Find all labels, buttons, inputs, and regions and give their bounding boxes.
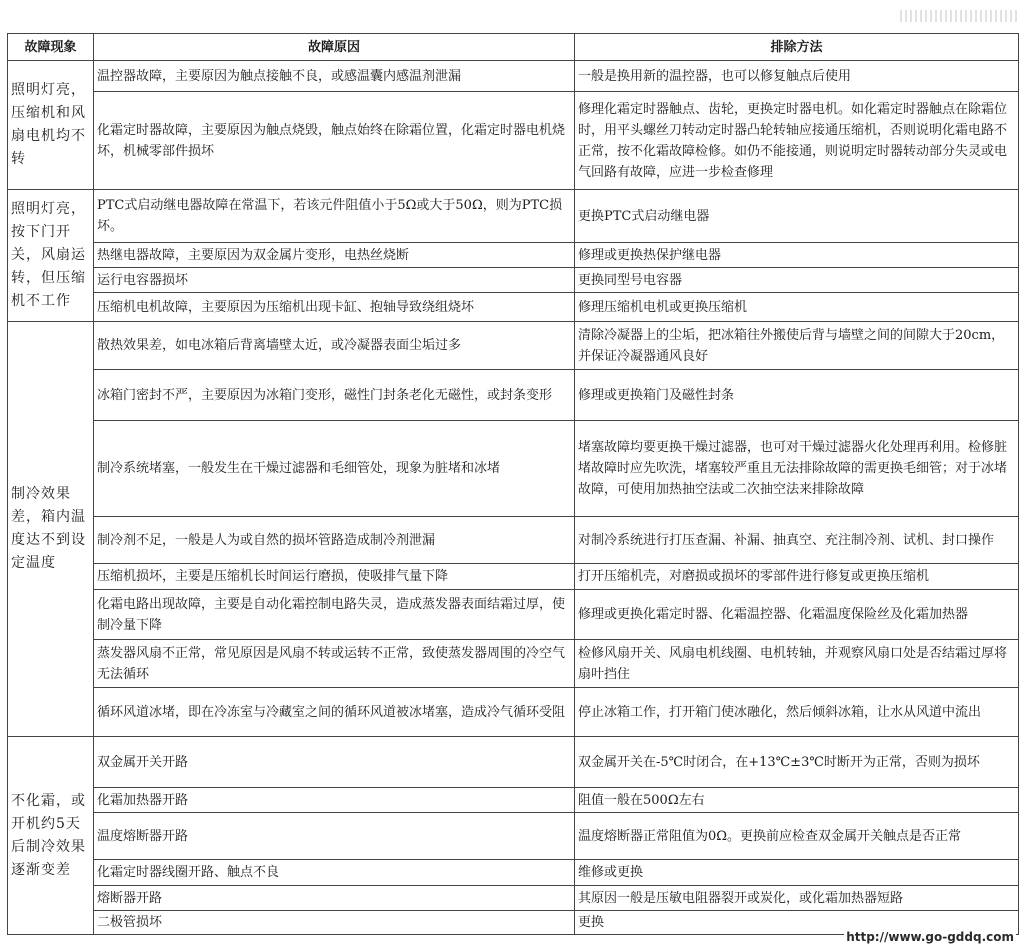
symptom-cell: 制冷效果差，箱内温度达不到设定温度 [8, 322, 94, 737]
table-row [8, 421, 1019, 517]
table-row [8, 322, 1019, 370]
watermark-url: http://www.go-gddq.com [846, 930, 1014, 944]
symptom-cell: 不化霜，或开机约5天后制冷效果逐渐变差 [8, 737, 94, 935]
remedy-cell: 修理或更换箱门及磁性封条 [575, 370, 1019, 421]
cause-cell: 化霜定时器线圈开路、触点不良 [94, 860, 575, 886]
cause-cell: 温度熔断器开路 [94, 813, 575, 860]
cause-cell: 冰箱门密封不严，主要原因为冰箱门变形，磁性门封条老化无磁性，或封条变形 [94, 370, 575, 421]
table-row [8, 92, 1019, 190]
cause-cell: 压缩机损坏，主要是压缩机长时间运行磨损，使吸排气量下降 [94, 564, 575, 590]
table-row [8, 370, 1019, 421]
remedy-cell: 双金属开关在-5℃时闭合，在+13℃±3℃时断开为正常，否则为损坏 [575, 737, 1019, 788]
cause-cell: PTC式启动继电器故障在常温下，若该元件阻值小于5Ω或大于50Ω，则为PTC损坏。 [94, 190, 575, 243]
cause-cell: 运行电容器损坏 [94, 268, 575, 293]
cause-cell: 压缩机电机故障，主要原因为压缩机出现卡缸、抱轴导致绕组烧坏 [94, 293, 575, 322]
remedy-cell: 更换PTC式启动继电器 [575, 190, 1019, 243]
table-row [8, 688, 1019, 737]
symptom-cell: 照明灯亮，按下门开关，风扇运转，但压缩机不工作 [8, 190, 94, 322]
table-row [8, 886, 1019, 911]
table-row [8, 860, 1019, 886]
table-row [8, 268, 1019, 293]
cause-cell: 散热效果差，如电冰箱后背离墙壁太近，或冷凝器表面尘垢过多 [94, 322, 575, 370]
table-row [8, 517, 1019, 564]
table-row [8, 190, 1019, 243]
remedy-cell: 更换同型号电容器 [575, 268, 1019, 293]
table-row [8, 737, 1019, 788]
remedy-cell: 清除冷凝器上的尘垢，把冰箱往外搬使后背与墙壁之间的间隙大于20cm，并保证冷凝器通风良好 [575, 322, 1019, 370]
remedy-cell: 对制冷系统进行打压查漏、补漏、抽真空、充注制冷剂、试机、封口操作 [575, 517, 1019, 564]
remedy-cell: 一般是换用新的温控器，也可以修复触点后使用 [575, 61, 1019, 92]
cause-cell: 循环风道冰堵，即在冷冻室与冷藏室之间的循环风道被冰堵塞，造成冷气循环受阻 [94, 688, 575, 737]
table-row [8, 61, 1019, 92]
remedy-cell: 打开压缩机壳，对磨损或损坏的零部件进行修复或更换压缩机 [575, 564, 1019, 590]
table-row [8, 590, 1019, 640]
remedy-cell: 检修风扇开关、风扇电机线圈、电机转轴，并观察风扇口处是否结霜过厚将扇叶挡住 [575, 640, 1019, 688]
cause-cell: 制冷剂不足，一般是人为或自然的损坏管路造成制冷剂泄漏 [94, 517, 575, 564]
remedy-cell: 维修或更换 [575, 860, 1019, 886]
remedy-cell: 修理或更换热保护继电器 [575, 243, 1019, 268]
remedy-cell: 修理压缩机电机或更换压缩机 [575, 293, 1019, 322]
remedy-cell: 堵塞故障均要更换干燥过滤器，也可对干燥过滤器火化处理再利用。检修脏堵故障时应先吹洗，堵塞较严重且无法排除故障的需更换毛细管；对于冰堵故障，可使用加热抽空法或二次抽空法来排除故障 [575, 421, 1019, 517]
table-row [8, 788, 1019, 813]
cause-cell: 制冷系统堵塞，一般发生在干燥过滤器和毛细管处，现象为脏堵和冰堵 [94, 421, 575, 517]
cause-cell: 二极管损坏 [94, 911, 575, 935]
table-row [8, 564, 1019, 590]
fault-table [7, 33, 1019, 935]
header-cause: 故障原因 [94, 34, 575, 61]
cause-cell: 蒸发器风扇不正常，常见原因是风扇不转或运转不正常，致使蒸发器周围的冷空气无法循环 [94, 640, 575, 688]
scan-artifact [900, 10, 1018, 22]
remedy-cell: 停止冰箱工作，打开箱门使冰融化，然后倾斜冰箱，让水从风道中流出 [575, 688, 1019, 737]
cause-cell: 化霜定时器故障，主要原因为触点烧毁，触点始终在除霜位置，化霜定时器电机烧坏，机械零部件损坏 [94, 92, 575, 190]
cause-cell: 熔断器开路 [94, 886, 575, 911]
cause-cell: 温控器故障，主要原因为触点接触不良，或感温囊内感温剂泄漏 [94, 61, 575, 92]
remedy-cell: 温度熔断器正常阻值为0Ω。更换前应检查双金属开关触点是否正常 [575, 813, 1019, 860]
table-row [8, 243, 1019, 268]
table-row [8, 640, 1019, 688]
header-row [8, 34, 1019, 61]
remedy-cell: 阻值一般在500Ω左右 [575, 788, 1019, 813]
cause-cell: 双金属开关开路 [94, 737, 575, 788]
cause-cell: 化霜电路出现故障，主要是自动化霜控制电路失灵，造成蒸发器表面结霜过厚，使制冷量下降 [94, 590, 575, 640]
cause-cell: 热继电器故障，主要原因为双金属片变形，电热丝烧断 [94, 243, 575, 268]
remedy-cell: 修理化霜定时器触点、齿轮，更换定时器电机。如化霜定时器触点在除霜位时，用平头螺丝刀转动定时器凸轮转轴应接通压缩机，否则说明化霜电路不正常，按不化霜故障检修。如仍不能接通，则说明定时器转动部分失灵或电气回路有故障，应进一步检查修理 [575, 92, 1019, 190]
remedy-cell: 其原因一般是压敏电阻器裂开或炭化，或化霜加热器短路 [575, 886, 1019, 911]
cause-cell: 化霜加热器开路 [94, 788, 575, 813]
symptom-cell: 照明灯亮，压缩机和风扇电机均不转 [8, 61, 94, 190]
remedy-cell: 更换 [575, 911, 1019, 935]
remedy-cell: 修理或更换化霜定时器、化霜温控器、化霜温度保险丝及化霜加热器 [575, 590, 1019, 640]
header-symptom: 故障现象 [8, 34, 94, 61]
table-row [8, 293, 1019, 322]
table-row [8, 813, 1019, 860]
header-remedy: 排除方法 [575, 34, 1019, 61]
